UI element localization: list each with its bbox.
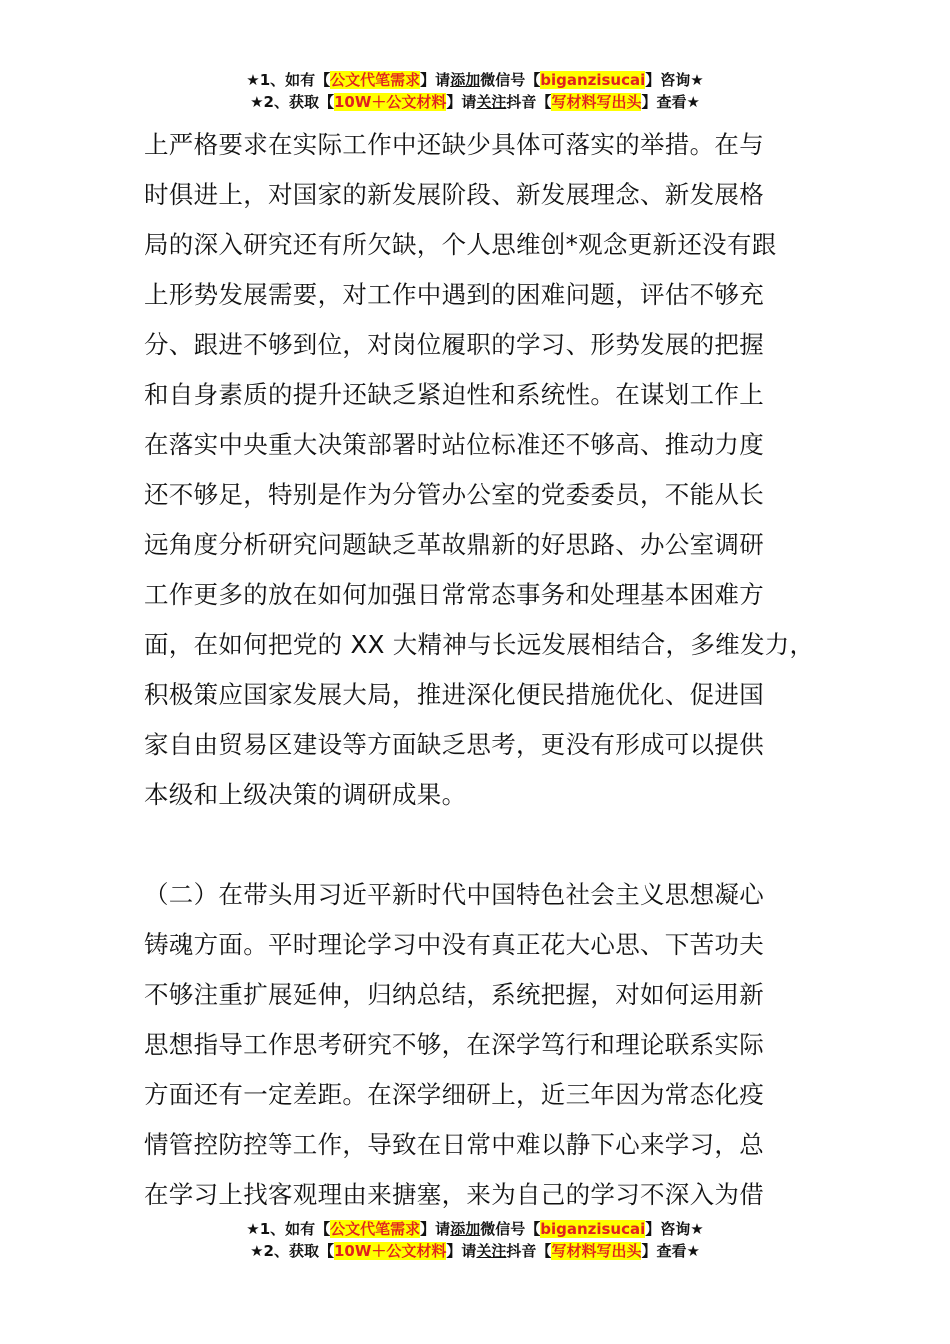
promo-text: ★1、如有【 [246,71,331,89]
promo-text: ★2、获取【 [250,1242,334,1260]
body-text-line: 方面还有一定差距。在深学细研上，近三年因为常态化疫 [144,1080,764,1109]
body-text-line: 局的深入研究还有所欠缺，个人思维创*观念更新还没有跟 [144,230,777,259]
highlight-text: 写材料写出头 [551,1242,642,1260]
body-text-line: （二）在带头用习近平新时代中国特色社会主义思想凝心 [144,880,764,909]
body-text-line: 还不够足，特别是作为分管办公室的党委委员，不能从长 [144,480,764,509]
body-text-line: 本级和上级决策的调研成果。 [144,780,467,809]
promo-text: 微信号【 [480,71,541,89]
promo-text: 】查看★ [641,93,700,111]
promo-line-1 [0,69,950,91]
promo-text: 微信号【 [480,1220,541,1238]
promo-text: 】咨询★ [645,1220,704,1238]
promo-text: 抖音【 [506,93,552,111]
promo-text: ★2、获取【 [250,93,334,111]
promo-line-2 [0,1240,950,1262]
underlined-text: 添加 [450,71,481,89]
body-text-line: 工作更多的放在如何加强日常常态事务和处理基本困难方 [144,580,764,609]
highlight-text: 10W＋公文材料 [333,1242,447,1260]
body-text-line: 积极策应国家发展大局，推进深化便民措施优化、促进国 [144,680,764,709]
promo-text: 】请 [420,1220,451,1238]
promo-text: 】请 [420,71,451,89]
highlight-text: 写材料写出头 [551,93,642,111]
body-text-line: 不够注重扩展延伸，归纳总结，系统把握，对如何运用新 [144,980,764,1009]
underlined-text: 关注 [476,93,507,111]
body-text-line: 远角度分析研究问题缺乏革故鼎新的好思路、办公室调研 [144,530,764,559]
promo-text: 】查看★ [641,1242,700,1260]
highlight-text: 公文代笔需求 [330,71,421,89]
body-text-line: 家自由贸易区建设等方面缺乏思考，更没有形成可以提供 [144,730,764,759]
highlight-text: 10W＋公文材料 [333,93,447,111]
promo-text: 】咨询★ [645,71,704,89]
body-text-line: 时俱进上，对国家的新发展阶段、新发展理念、新发展格 [144,180,764,209]
underlined-text: 关注 [476,1242,507,1260]
body-text-line: 和自身素质的提升还缺乏紧迫性和系统性。在谋划工作上 [144,380,764,409]
body-text-line: 在落实中央重大决策部署时站位标准还不够高、推动力度 [144,430,764,459]
underlined-text: 添加 [450,1220,481,1238]
body-text-line: 分、跟进不够到位，对岗位履职的学习、形势发展的把握 [144,330,764,359]
body-text-line: 上形势发展需要，对工作中遇到的困难问题，评估不够充 [144,280,764,309]
footer-promo-banner [0,1218,950,1262]
body-text-line: 面，在如何把党的 XX 大精神与长远发展相结合，多维发力， [144,630,815,659]
promo-line-2 [0,91,950,113]
highlight-text: biganzisucai [540,71,646,89]
promo-text: 】请 [446,1242,477,1260]
promo-text: ★1、如有【 [246,1220,331,1238]
header-promo-banner [0,69,950,113]
body-text-line: 上严格要求在实际工作中还缺少具体可落实的举措。在与 [144,130,764,159]
body-text-line: 在学习上找客观理由来搪塞，来为自己的学习不深入为借 [144,1180,764,1209]
highlight-text: biganzisucai [540,1220,646,1238]
body-text-line: 铸魂方面。平时理论学习中没有真正花大心思、下苦功夫 [144,930,764,959]
promo-line-1 [0,1218,950,1240]
highlight-text: 公文代笔需求 [330,1220,421,1238]
body-text-line: 情管控防控等工作，导致在日常中难以静下心来学习，总 [144,1130,764,1159]
promo-text: 】请 [446,93,477,111]
body-text-line: 思想指导工作思考研究不够，在深学笃行和理论联系实际 [144,1030,764,1059]
promo-text: 抖音【 [506,1242,552,1260]
